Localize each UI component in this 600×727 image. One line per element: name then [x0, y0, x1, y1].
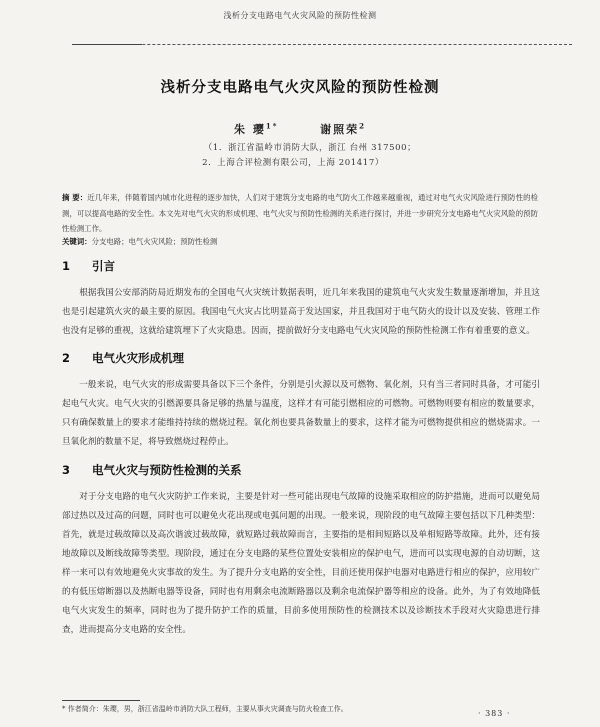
section-body: 根据我国公安部消防局近期发布的全国电气火灾统计数据表明，近几年来我国的建筑电气火灾发生数量逐渐增加，并且这也是引起建筑火灾的最主要的原因。我国电气火灾占比明显高于发达国家，并且我国对于电气防火的设计以及安装、管理工作也没有足够的重视，这就给建筑埋下了火灾隐患。因而，提前做好分支电路电气火灾风险的预防性检测工作有着重要的意义。 — [62, 288, 540, 336]
abstract — [62, 190, 538, 237]
running-head: 浅析分支电路电气火灾风险的预防性检测 — [223, 11, 377, 20]
section-heading — [62, 258, 115, 274]
section-number: 1 — [62, 259, 71, 273]
keywords-text: 分支电路；电气火灾风险；预防性检测 — [91, 237, 218, 246]
author-footnote: * 作者简介：朱璎，男，浙江省温岭市消防大队工程师，主要从事火灾调查与防火检查工作。 — [62, 705, 348, 713]
section-title: 电气火灾形成机理 — [92, 351, 184, 365]
section-title: 引言 — [92, 259, 115, 273]
section-number: 3 — [62, 463, 71, 477]
header-rule — [72, 44, 572, 45]
affiliation-2: 2．上海合评检测有限公司，上海 201417） — [202, 158, 384, 168]
section-title: 电气火灾与预防性检测的关系 — [92, 463, 242, 477]
section-body: 一般来说，电气火灾的形成需要具备以下三个条件，分别是引火源以及可燃物、氧化剂，只有当三者同时具备，才可能引起电气火灾。电气火灾的引燃源要具备足够的热量与温度，这样才有可能引燃相应的可燃物。可燃物则要有相应的数量要求，只有确保数量上的要求才能维持持续的燃烧过程。氧化剂也要具备数量上的要求，这样才能为可燃物提供相应的燃烧需求。一旦氧化剂的数量不足，将导致燃烧过程停止。 — [62, 380, 540, 447]
header-rule-accent — [72, 44, 142, 45]
section-body: 对于分支电路的电气火灾防护工作来说，主要是针对一些可能出现电气故障的设施采取相应的防护措施，进而可以避免局部过热以及过高的问题，同时也可以避免火花出现或电弧问题的出现。一般来说，现阶段的电气故障主要包括以下几种类型：首先，就是过载故障以及高次谐波过载故障，就短路过载故障而言，主要指的是相间短路以及单相短路等故障。此外，还有接地故障以及断线故障等类型。现阶段，通过在分支电路的某些位置处安装相应的保护电气，进而可以实现电源的自动切断，这样一来可以有效地避免火灾事故的发生。为了提升分支电路的安全性，目前还使用保护电器对电路进行相应的保护，应用较广的有低压熔断器以及热断电器等设备，同时也有用剩余电流断路器以及剩余电流保护器等相应的设备。此外，为了有效地降低电气火灾发生的频率，同时也为了提升防护工作的质量，目前多使用预防性的检测技术以及诊断技术手段对火灾隐患进行排查，进而提高分支电路的安全性。 — [62, 492, 540, 635]
author-mark: 1* — [265, 121, 279, 131]
keywords-label: 关键词： — [62, 237, 92, 246]
author-line — [0, 121, 600, 137]
affiliation-1: （1．浙江省温岭市消防大队，浙江 台州 317500； — [203, 143, 417, 153]
section-heading — [62, 350, 184, 366]
page-number: · 383 · — [478, 709, 511, 718]
abstract-label: 摘 要： — [62, 193, 88, 202]
paper-title: 浅析分支电路电气火灾风险的预防性检测 — [160, 80, 440, 96]
author-mark: 2 — [359, 121, 366, 131]
keywords — [62, 236, 538, 247]
author-name: 谢照荣 — [320, 123, 360, 136]
section-number: 2 — [62, 351, 71, 365]
footnote-rule — [62, 700, 140, 701]
abstract-text: 近几年来，伴随着国内城市化进程的逐步加快，人们对于建筑分支电路的电气防火工作越来越重视，通过对电气火灾风险进行预防性的检测，可以提高电路的安全性。本文先对电气火灾的形成机理、电气火灾与预防性检测的关系进行探讨，并进一步研究分支电路电气火灾风险的预防性检测工作。 — [62, 193, 538, 233]
section-heading — [62, 462, 242, 478]
author-name: 朱 璎 — [234, 123, 266, 136]
